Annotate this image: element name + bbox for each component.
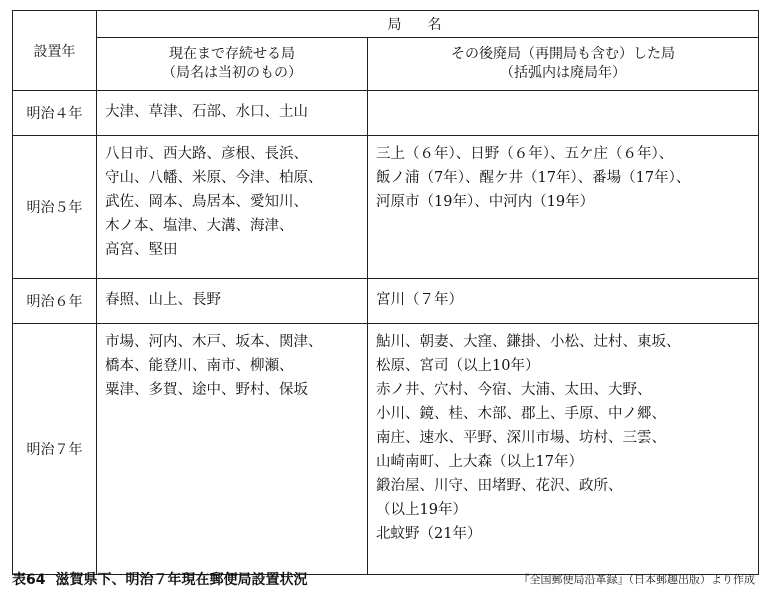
- closed-station-line: 三上（６年）、日野（６年）、五ケ庄（６年）、: [376, 146, 674, 162]
- header-year: 設置年: [13, 11, 97, 91]
- closed-station-line: 南庄、速水、平野、深川市場、坊村、三雲、: [376, 430, 666, 446]
- closed-station-line: 鍛治屋、川守、田堵野、花沢、政所、: [376, 478, 623, 494]
- closed-station-line: 小川、鏡、桂、木部、郡上、手原、中ノ郷、: [376, 406, 666, 422]
- existing-cell: [97, 324, 368, 575]
- caption-number: 表64: [12, 572, 46, 588]
- year-cell: 明治７年: [13, 324, 97, 575]
- existing-station-line: 大津、草津、石部、水口、土山: [105, 104, 308, 120]
- existing-station-line: 高宮、堅田: [105, 242, 178, 258]
- table-row: [13, 91, 759, 136]
- existing-station-line: 春照、山上、長野: [105, 292, 221, 308]
- header-closed-line-2: （括弧内は廃局年）: [500, 65, 626, 81]
- existing-station-line: 武佐、岡本、鳥居本、愛知川、: [105, 194, 308, 210]
- header-existing-line-2: （局名は当初のもの）: [162, 65, 302, 81]
- closed-cell: [368, 91, 759, 136]
- header-closed-line-1: その後廃局（再開局も含む）した局: [451, 46, 675, 62]
- existing-cell: [97, 279, 368, 324]
- closed-cell: [368, 324, 759, 575]
- existing-station-line: 八日市、西大路、彦根、長浜、: [105, 146, 308, 162]
- closed-cell: [368, 136, 759, 279]
- existing-station-line: 木ノ本、塩津、大溝、海津、: [105, 218, 294, 234]
- existing-cell: [97, 91, 368, 136]
- existing-cell: [97, 136, 368, 279]
- existing-station-line: 橋本、能登川、南市、柳瀬、: [105, 358, 294, 374]
- header-row-main: [13, 11, 759, 38]
- existing-station-line: 市場、河内、木戸、坂本、関津、: [105, 334, 323, 350]
- closed-station-line: 北蚊野（21年）: [376, 526, 482, 542]
- header-existing-line-1: 現在まで存続せる局: [169, 46, 295, 62]
- year-cell: 明治６年: [13, 279, 97, 324]
- header-closed: [368, 38, 759, 91]
- header-existing: [97, 38, 368, 91]
- closed-station-line: 河原市（19年）、中河内（19年）: [376, 194, 595, 210]
- header-row-sub: [13, 38, 759, 91]
- existing-station-line: 守山、八幡、米原、今津、柏原、: [105, 170, 323, 186]
- closed-station-line: 宮川（７年）: [376, 292, 463, 308]
- caption-title: 滋賀県下、明治７年現在郵便局設置状況: [55, 572, 308, 588]
- year-cell: 明治５年: [13, 136, 97, 279]
- closed-station-line: 松原、宮司（以上10年）: [376, 358, 540, 374]
- table-row: [13, 136, 759, 279]
- table-row: [13, 279, 759, 324]
- header-station-name: 局名: [97, 11, 759, 38]
- closed-station-line: 赤ノ井、穴村、今宿、大浦、太田、大野、: [376, 382, 652, 398]
- source-note: 『全国郵便局沿革録』（日本郵趣出版）より作成: [518, 573, 755, 586]
- closed-station-line: 鮎川、朝妻、大窪、鎌掛、小松、辻村、東坂、: [376, 334, 681, 350]
- table-caption: [12, 569, 307, 589]
- year-cell: 明治４年: [13, 91, 97, 136]
- post-office-table: [12, 10, 759, 575]
- table-row: [13, 324, 759, 575]
- closed-cell: [368, 279, 759, 324]
- closed-station-line: （以上19年）: [376, 502, 467, 518]
- closed-station-line: 山崎南町、上大森（以上17年）: [376, 454, 583, 470]
- existing-station-line: 粟津、多賀、途中、野村、保坂: [105, 382, 308, 398]
- closed-station-line: 飯ノ浦（7年）、醒ケ井（17年）、番場（17年）、: [376, 170, 691, 186]
